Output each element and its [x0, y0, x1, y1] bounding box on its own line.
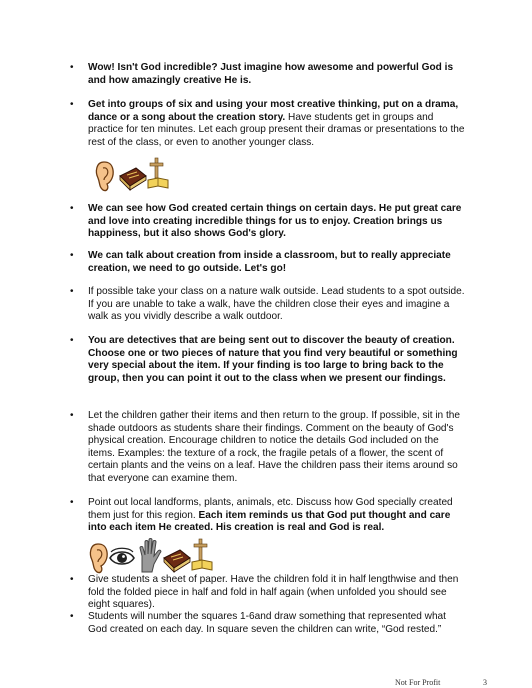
item-7-text: Let the children gather their items and then return to the group. If possible, sit in the shade outdoors as students share their findings. Comment on the beauty of God's physical creation. Encourage children to notice the details God included on the items. Examples: the texture of a rock, the fragile petals of a flower, the scent of certain plants and the veins on a leaf. Have the children pass their items around so that everyone can examine them.: [88, 410, 461, 484]
item-2-text: Have students get in groups and practice for ten minutes. Let each group present their dramas or presentations to the rest of the class, or even to another younger class.: [88, 111, 465, 148]
hand-icon: [140, 539, 161, 573]
icon-row-2: [88, 536, 218, 574]
item-2-bold: Get into groups of six and using your most creative thinking, put on a drama, dance or a song about the creation story.: [88, 99, 459, 123]
page-number: 3: [483, 678, 487, 687]
item-9-text: Give students a sheet of paper. Have the children fold it in half lengthwise and then fold the folded piece in half and fold in half again (when unfolded you should see eight squares).: [88, 574, 459, 611]
bullet-item-1: • Wow! Isn't God incredible? Just imagine how awesome and powerful God is and how amazingly creative He is.: [70, 62, 454, 86]
item-1-bold: Wow! Isn't God incredible? Just imagine how awesome and powerful God is and how amazingly creative He is.: [88, 62, 454, 86]
page-footer: [395, 678, 487, 687]
bullet-item-6: • You are detectives that are being sent out to discover the beauty of creation. Choose one or two pieces of nature that you find very beautiful or something very special about the item. If your finding is too large to bring back to the group, then you can point it out to the class when we present our findings.: [70, 335, 458, 384]
item-5-text: If possible take your class on a nature walk outside. Lead students to a spot outside. If you are unable to take a walk, have the children close their eyes and imagine a walk as you vividly describe a walk outdoor.: [88, 286, 465, 323]
item-8-bold: Each item reminds us that God put thought and care into each item He created. His creation is real and God is real.: [88, 509, 451, 534]
bullet-item-2: • Get into groups of six and using your most creative thinking, put on a drama, dance or a song about the creation story. Have students get in groups and practice for ten minutes. Let each group present their dramas or presentations to the rest of the class, or even to another younger class.: [70, 99, 465, 148]
item-6-bold: You are detectives that are being sent out to discover the beauty of creation. Choose one or two pieces of nature that you find very beautiful or something very special about the item. If your finding is too large to bring back to the group, then you can point it out to the class when we present our findings.: [88, 335, 458, 384]
bullet-item-7: • Let the children gather their items and then return to the group. If possible, sit in the shade outdoors as students share their findings. Comment on the beauty of God's physical creation. Encourage children to notice the details God included on the items. Examples: the texture of a rock, the fragile petals of a flower, the scent of certain plants and the veins on a leaf. Have the children pass their items around so that everyone can examine them.: [70, 410, 461, 484]
bullet-item-5: • If possible take your class on a nature walk outside. Lead students to a spot outside. If you are unable to take a walk, have the children close their eyes and imagine a walk as you vividly describe a walk outdoor.: [70, 286, 465, 323]
cross-book-icon: [148, 158, 168, 188]
item-3-bold: We can see how God created certain things on certain days. He put great care and love into creating incredible things for us to enjoy. Creation brings us happiness, but it also shows God's glory.: [88, 203, 462, 240]
bible-icon: [120, 168, 146, 190]
item-10-text: Students will number the squares 1-6and draw something that represented what God created on each day. In square seven the children can write, “God rested.”: [88, 611, 446, 635]
cross-book-icon: [192, 539, 212, 570]
bible-icon: [164, 550, 190, 572]
eye-icon: [110, 548, 134, 564]
bullet-item-9: • Give students a sheet of paper. Have the children fold it in half lengthwise and then fold the folded piece in half and fold in half again (when unfolded you should see eight squares).: [70, 574, 459, 611]
icon-row-1: [94, 156, 174, 194]
ear-icon: [96, 162, 113, 191]
item-8-text: Point out local landforms, plants, animals, etc. Discuss how God specially created them just for this region.: [88, 497, 453, 521]
bullet-item-8: • Point out local landforms, plants, animals, etc. Discuss how God specially created them just for this region. Each item reminds us that God put thought and care into each item He created. His creation is real and God is real.: [70, 497, 453, 534]
bullet-item-4: • We can talk about creation from inside a classroom, but to really appreciate creation, we need to go outside. Let's go!: [70, 250, 451, 274]
footer-label: Not For Profit: [395, 678, 441, 687]
ear-icon: [90, 544, 107, 573]
item-4-bold: We can talk about creation from inside a classroom, but to really appreciate creation, we need to go outside. Let's go!: [88, 250, 451, 274]
bullet-item-3: • We can see how God created certain things on certain days. He put great care and love into creating incredible things for us to enjoy. Creation brings us happiness, but it also shows God's glory.: [70, 203, 462, 240]
bullet-item-10: • Students will number the squares 1-6and draw something that represented what God created on each day. In square seven the children can write, “God rested.”: [70, 611, 446, 635]
